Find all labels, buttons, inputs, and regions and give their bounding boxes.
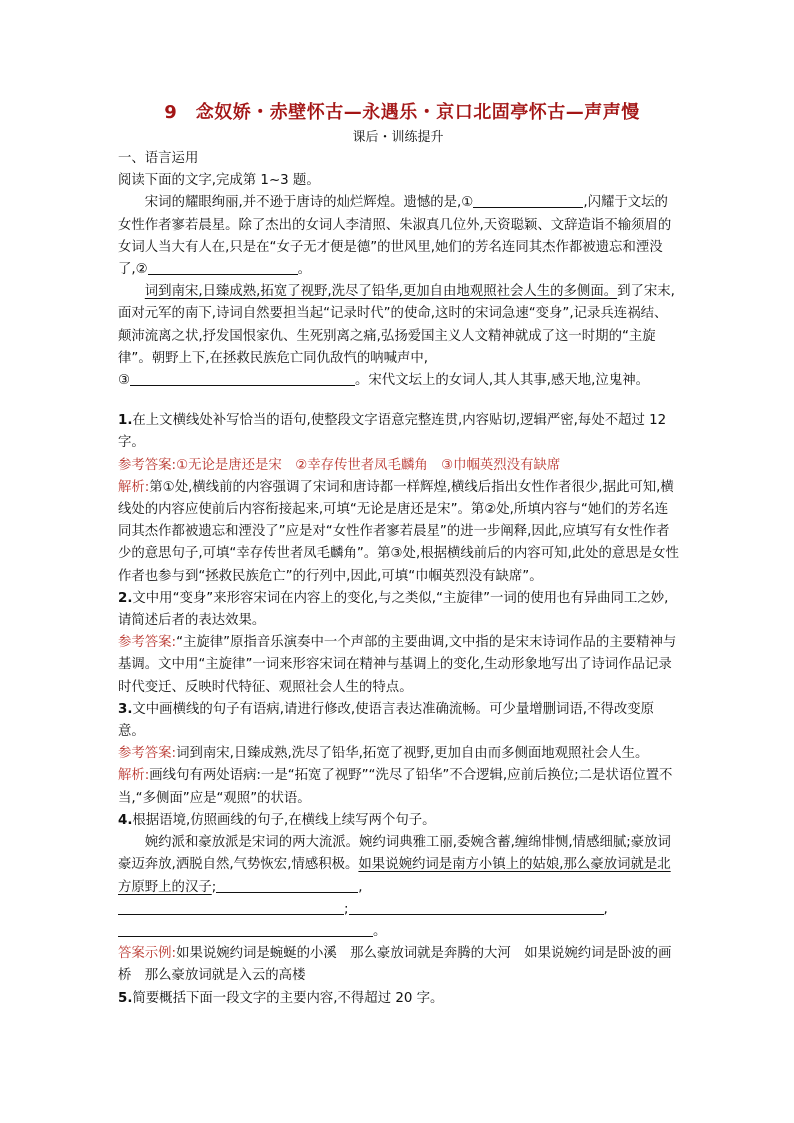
blank-3[interactable] (130, 371, 355, 386)
blank-2[interactable] (148, 260, 298, 275)
passage-paragraph-1: 宋词的耀眼绚丽,并不逊于唐诗的灿烂辉煌。遗憾的是,① ,闪耀于文坛的女性作者寥若晨星。除了杰出的女词人李清照、朱淑真几位外,天资聪颖、文辞造诣不输须眉的女词人当大有人在,只是在“女子无才便是德”的世风里,她们的芳名连同其杰作都被遗忘和湮没了,② 。 (118, 195, 672, 278)
content (118, 148, 680, 1010)
blank-1[interactable] (473, 193, 583, 208)
answer-1: 参考答案:①无论是唐还是宋 ②幸存传世者凤毛麟角 ③巾帼英烈没有缺席 (118, 457, 561, 473)
underlined-model-sentence: 如果说婉约词是南方小镇上的姑娘,那么豪放词就是北方原野上的汉子 (118, 857, 671, 895)
blank-4a[interactable] (216, 878, 358, 893)
question-4-passage: 婉约派和豪放派是宋词的两大流派。婉约词典雅工丽,委婉含蓄,缠绵悱恻,情感细腻;豪放词豪迈奔放,洒脱自然,气势恢宏,情感积极。如果说婉约词是南方小镇上的姑娘,那么豪放词就是北方原野上的汉子; , (118, 835, 671, 895)
underlined-sentence: 词到南宋,日臻成熟,拓宽了视野,洗尽了铅华,更加自由地观照社会人生的多侧面。 (144, 284, 618, 300)
intro-text: 阅读下面的文字,完成第 1~3 题。 (118, 173, 320, 189)
page-title: 9 念奴娇・赤壁怀古—永遇乐・京口北固亭怀古—声声慢 (164, 102, 640, 123)
analysis-3: 解析:画线句有两处语病:一是“拓宽了视野”“洗尽了铅华”不合逻辑,应前后换位;二是状语位置不当,“多侧面”应是“观照”的状语。 (118, 768, 673, 806)
section-heading: 一、语言运用 (118, 151, 199, 166)
page-subtitle: 课后・训练提升 (352, 130, 444, 145)
question-3: 3.文中画横线的句子有语病,请进行修改,使语言表达准确流畅。可少量增删词语,不得改变原意。 (118, 701, 655, 740)
question-5: 5.简要概括下面一段文字的主要内容,不得超过 20 字。 (118, 990, 444, 1006)
answer-4: 答案示例:如果说婉约词是蜿蜒的小溪 那么豪放词就是奔腾的大河 如果说婉约词是卧波的画桥 那么豪放词就是入云的高楼 (118, 946, 672, 984)
blank-line-row-2: 。 (118, 921, 680, 943)
answer-2: 参考答案:“主旋律”原指音乐演奏中一个声部的主要曲调,文中指的是宋末诗词作品的主要精神与基调。文中用“主旋律”一词来形容宋词在精神与基调上的变化,生动形象地写出了诗词作品记录时代变迁、反映时代特征、观照社会人生的特点。 (118, 635, 677, 695)
blank-4c[interactable] (349, 900, 604, 915)
question-1: 1.在上文横线处补写恰当的语句,使整段文字语意完整连贯,内容贴切,逻辑严密,每处不超过 12 字。 (118, 413, 667, 451)
question-4: 4.根据语境,仿照画线的句子,在横线上续写两个句子。 (118, 812, 436, 828)
question-2: 2.文中用“变身”来形容宋词在内容上的变化,与之类似,“主旋律”一词的使用也有异曲同工之妙,请简述后者的表达效果。 (118, 590, 669, 629)
answer-3: 参考答案:词到南宋,日臻成熟,洗尽了铅华,拓宽了视野,更加自由而多侧面地观照社会人生。 (118, 746, 649, 762)
blank-line-row-1: ; , (118, 899, 680, 921)
blank-4b[interactable] (118, 900, 344, 915)
analysis-1: 解析:第①处,横线前的内容强调了宋词和唐诗都一样辉煌,横线后指出女性作者很少,据此可知,横线处的内容应使前后内容衔接起来,可填“无论是唐还是宋”。第②处,所填内容与“她们的芳名连同其杰作都被遗忘和湮没了”应是对“女性作者寥若晨星”的进一步阐释,因此,应填写有女性作者少的意思句子,可填“幸存传世者凤毛麟角”。第③处,根据横线前后的内容可知,此处的意思是女性作者也参与到“拯救民族危亡”的行列中,因此,可填“巾帼英烈没有缺席”。 (118, 479, 679, 584)
passage-paragraph-2: 词到南宋,日臻成熟,拓宽了视野,洗尽了铅华,更加自由地观照社会人生的多侧面。到了宋末,面对元军的南下,诗词自然要担当起“记录时代”的使命,这时的宋词急速“变身”,记录兵连祸结、颠沛流离之状,抒发国恨家仇、生死别离之痛,弘扬爱国主义人文精神就成了这一时期的“主旋律”。朝野上下,在拯救民族危亡同仇敌忾的呐喊声中, ③ 。宋代文坛上的女词人,其人其事,感天地,泣鬼神。 (118, 284, 675, 389)
blank-4d[interactable] (118, 922, 373, 937)
